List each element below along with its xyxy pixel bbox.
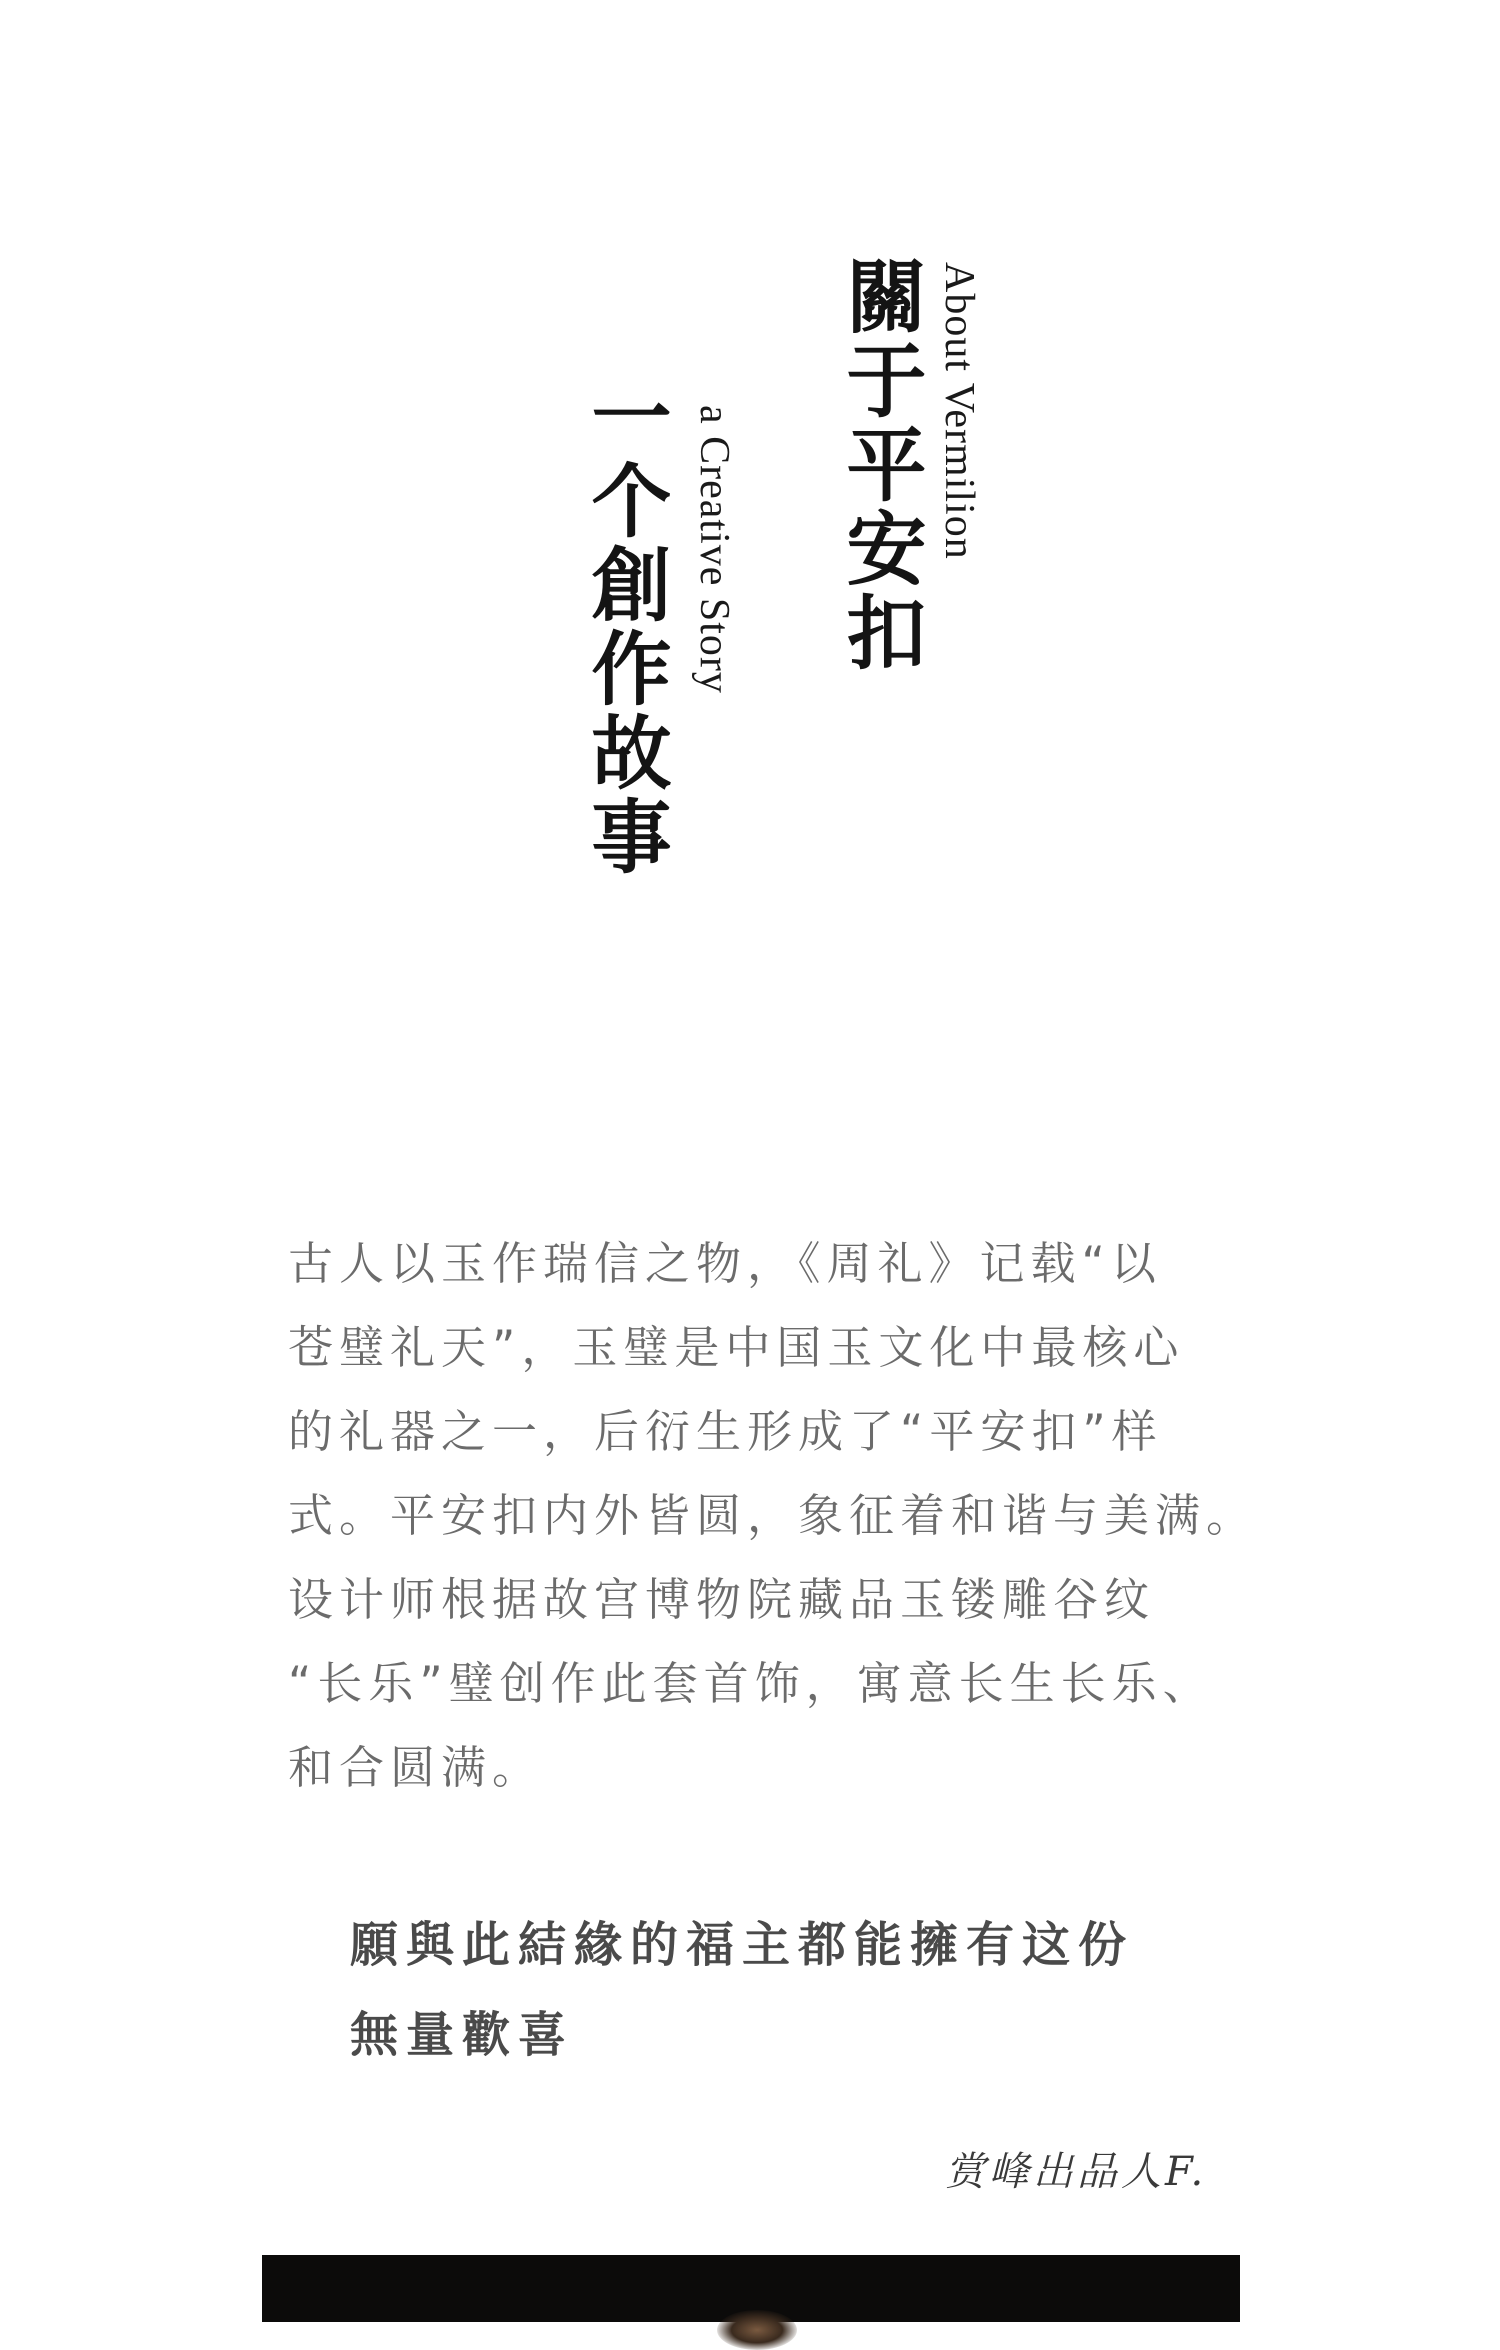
title-line-2: 一个創作故事 — [578, 375, 672, 879]
title-line-1: 關于平安扣 — [833, 255, 927, 675]
signature: 赏峰出品人F. — [945, 2149, 1208, 2195]
story-paragraph — [288, 1222, 1298, 1810]
blessing-line: 願與此結緣的福主都能擁有这份 — [350, 1917, 1135, 1973]
story-line: 设计师根据故宫博物院藏品玉镂雕谷纹 — [288, 1573, 1156, 1626]
product-photo-top-edge — [262, 2255, 1240, 2322]
story-line: 的礼器之一，后衍生形成了“平安扣”样 — [288, 1405, 1163, 1458]
photo-highlight — [717, 2310, 797, 2350]
subtitle-about-vermilion: About Vermilion — [936, 262, 982, 560]
story-line: 和合圆满。 — [288, 1741, 544, 1794]
blessing-text — [350, 1900, 1134, 2080]
story-line: 式。平安扣内外皆圆，象征着和谐与美满。 — [288, 1489, 1258, 1542]
story-line: 苍璧礼天”，玉璧是中国玉文化中最核心 — [288, 1321, 1185, 1374]
story-line: “长乐”璧创作此套首饰，寓意长生长乐、 — [288, 1657, 1214, 1710]
subtitle-creative-story: a Creative Story — [691, 405, 737, 694]
blessing-line: 無量歡喜 — [350, 2007, 575, 2063]
story-line: 古人以玉作瑞信之物，《周礼》记载“以 — [288, 1237, 1162, 1290]
